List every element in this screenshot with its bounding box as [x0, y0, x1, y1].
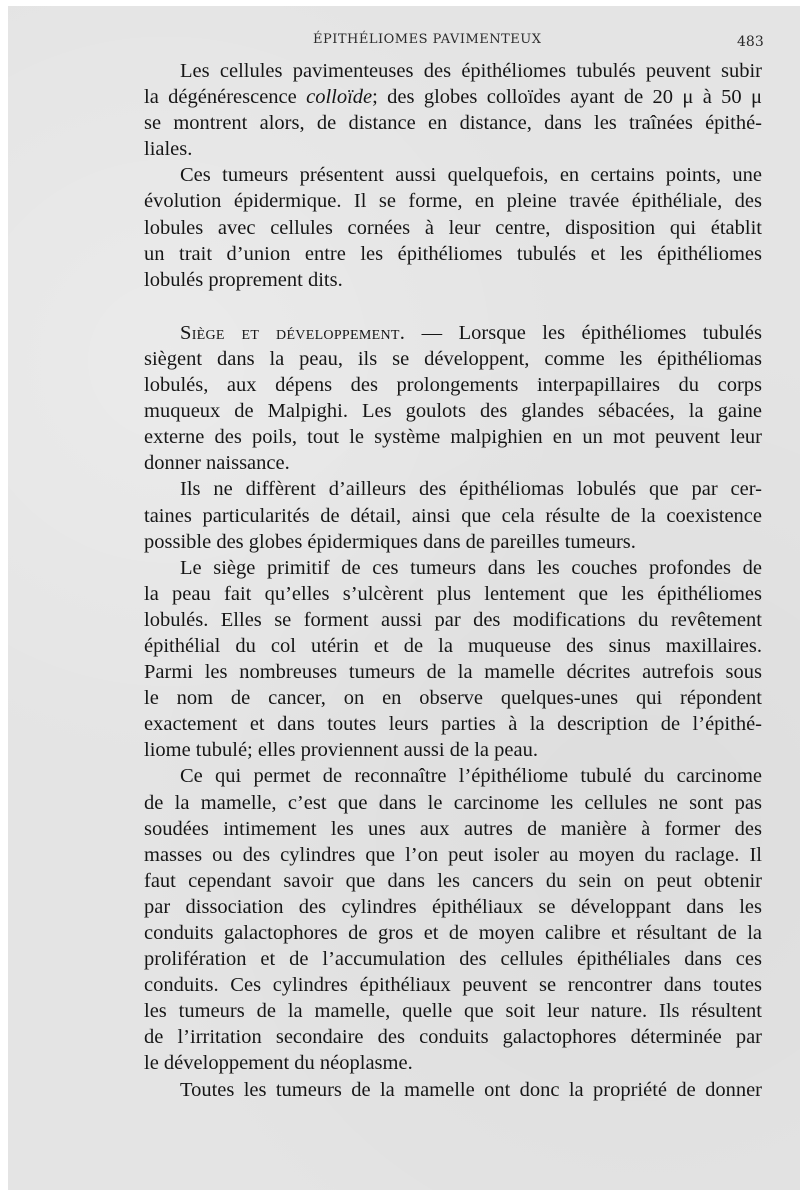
- section-heading: Siège et développement.: [180, 321, 406, 344]
- text-line: donner naissance.: [144, 452, 290, 475]
- text-line: évolution épidermique. Il se forme, en pleine travée épithéliale, des: [144, 190, 762, 213]
- page-number: 483: [737, 34, 764, 50]
- text-line: Ce qui permet de reconnaître l’épithéliome tubulé du carcinome: [180, 765, 762, 788]
- text-line: externe des poils, tout le système malpighien en un mot peuvent leur: [144, 426, 762, 449]
- running-head: [8, 32, 800, 52]
- section-gap: [108, 293, 762, 320]
- text-line: taines particularités de détail, ainsi que cela résulte de la coexistence: [144, 504, 762, 527]
- text-fragment: la dégénérescence: [144, 86, 307, 109]
- text-line: faut cependant savoir que dans les cancers du sein on peut obtenir: [144, 869, 762, 892]
- text-line: lobulés. Elles se forment aussi par des modifications du revêtement: [144, 608, 762, 631]
- text-line: [108, 84, 762, 110]
- text-line: le nom de cancer, on en observe quelques-unes qui répondent: [144, 687, 762, 710]
- text-line: exactement et dans toutes leurs parties à la description de l’épithé-: [144, 713, 762, 736]
- text-line: les tumeurs de la mamelle, quelle que soit leur nature. Ils résultent: [144, 1000, 762, 1023]
- scanned-book-page: [8, 6, 800, 1190]
- text-line: par dissociation des cylindres épithéliaux se développant dans les: [144, 895, 762, 918]
- text-line: [108, 320, 762, 346]
- text-line: Ces tumeurs présentent aussi quelquefois, en certains points, une: [180, 164, 762, 187]
- text-line: épithélial du col utérin et de la muqueuse des sinus maxillaires.: [144, 634, 762, 657]
- text-line: de l’irritation secondaire des conduits galactophores déterminée par: [144, 1026, 762, 1049]
- heading-dash: —: [405, 321, 459, 344]
- text-line: conduits galactophores de gros et de moyen calibre et résultant de la: [144, 922, 762, 944]
- text-fragment: Lorsque les épithéliomes tubulés: [458, 321, 762, 344]
- text-line: muqueux de Malpighi. Les goulots des glandes sébacées, la gaine: [144, 400, 762, 423]
- text-line: le développement du néoplasme.: [144, 1052, 413, 1075]
- text-line: lobules avec cellules cornées à leur centre, disposition qui établit: [144, 216, 762, 239]
- text-line: lobulés, aux dépens des prolongements interpapillaires du corps: [144, 374, 762, 397]
- text-line: de la mamelle, c’est que dans le carcinome les cellules ne sont pas: [144, 791, 762, 814]
- paragraph-1: [108, 58, 762, 162]
- text-line: conduits. Ces cylindres épithéliaux peuvent se rencontrer dans toutes: [144, 974, 762, 997]
- text-line: siègent dans la peau, ils se développent, comme les épithéliomas: [144, 347, 762, 370]
- text-line: Parmi les nombreuses tumeurs de la mamelle décrites autrefois sous: [144, 661, 762, 684]
- text-line: soudées intimement les unes aux autres de manière à former des: [144, 817, 762, 840]
- text-line: liome tubulé; elles proviennent aussi de la peau.: [144, 739, 538, 762]
- text-fragment: ; des globes colloïdes ayant de 20 μ à 50 μ: [372, 86, 762, 109]
- text-line: Ils ne diffèrent d’ailleurs des épithéliomas lobulés que par cer-: [180, 478, 762, 501]
- text-line: Les cellules pavimenteuses des épithéliomes tubulés peuvent subir: [180, 60, 762, 82]
- text-line: prolifération et de l’accumulation des cellules épithéliales dans ces: [144, 948, 762, 971]
- text-line: masses ou des cylindres que l’on peut isoler au moyen du raclage. Il: [144, 843, 762, 866]
- text-line: un trait d’union entre les épithéliomes tubulés et les épithéliomes: [144, 242, 762, 265]
- text-line: lobulés proprement dits.: [144, 268, 343, 291]
- body-text: [108, 58, 762, 1103]
- text-line: Toutes les tumeurs de la mamelle ont donc la propriété de donner: [180, 1078, 762, 1101]
- paragraph-2: [108, 162, 762, 292]
- text-line: possible des globes épidermiques dans de pareilles tumeurs.: [144, 530, 636, 553]
- paragraph-4: [108, 476, 762, 554]
- paragraph-6: [108, 763, 762, 1076]
- italic-term: colloïde: [306, 86, 373, 109]
- paragraph-5: [108, 555, 762, 764]
- text-line: liales.: [144, 138, 193, 161]
- text-line: la peau fait qu’elles s’ulcèrent plus lentement que les épithéliomes: [144, 582, 762, 605]
- running-title: ÉPITHÉLIOMES PAVIMENTEUX: [313, 32, 542, 47]
- text-line: Le siège primitif de ces tumeurs dans les couches profondes de: [180, 556, 762, 579]
- paragraph-3-section: [108, 320, 762, 477]
- paragraph-7: [108, 1077, 762, 1103]
- text-line: se montrent alors, de distance en distance, dans les traînées épithé-: [144, 112, 762, 135]
